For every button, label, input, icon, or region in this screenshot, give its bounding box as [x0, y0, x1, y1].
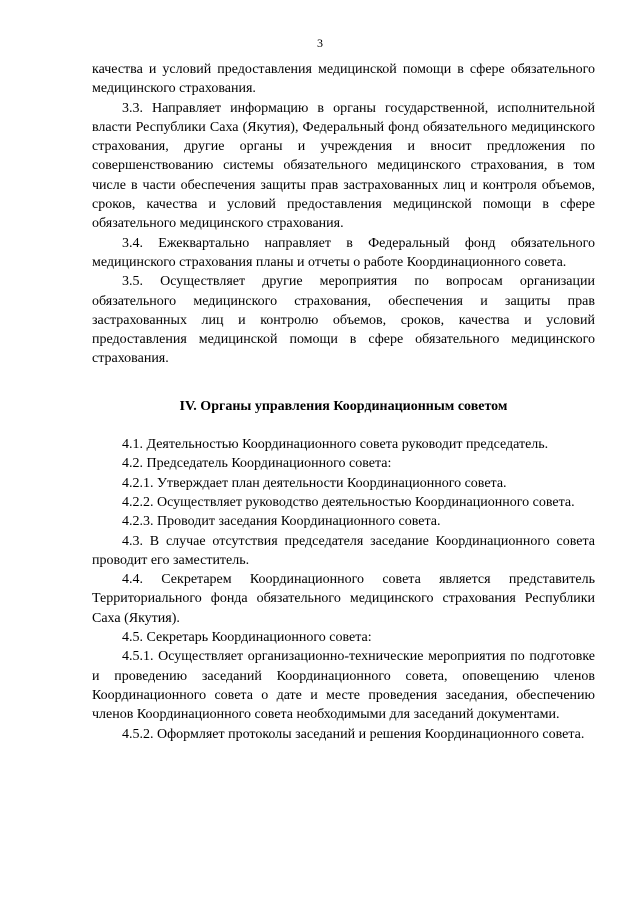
paragraph-4-4: 4.4. Секретарем Координационного совета является представитель Территориального фонда обязательного медицинского страхования Республики Саха (Якутия). — [92, 572, 595, 626]
paragraph-4-2-1: 4.2.1. Утверждает план деятельности Координационного совета. — [122, 475, 507, 491]
document-body — [92, 60, 595, 744]
paragraph-3-3: 3.3. Направляет информацию в органы государственной, исполнительной власти Республики Саха (Якутия), Федеральный фонд обязательного медицинского страхования, другие органы и учреждения и вносит предложения по совершенствованию системы обязательного медицинского страхования, в том числе в части обеспечения защиты прав застрахованных лиц и контроля объемов, сроков, качества и условий предоставления медицинской помощи в сфере обязательного медицинского страхования. — [92, 100, 595, 232]
paragraph-3-4: 3.4. Ежеквартально направляет в Федеральный фонд обязательного медицинского страхования планы и отчеты о работе Координационного совета. — [92, 235, 595, 270]
section-heading-4: IV. Органы управления Координационным советом — [179, 398, 508, 414]
paragraph-4-3: 4.3. В случае отсутствия председателя заседание Координационного совета проводит его заместитель. — [92, 533, 595, 568]
paragraph-3-2-continuation: качества и условий предоставления медицинской помощи в сфере обязательного медицинского страхования. — [92, 62, 595, 97]
page-number: 3 — [317, 36, 323, 50]
paragraph-4-2-3: 4.2.3. Проводит заседания Координационного совета. — [122, 514, 441, 530]
paragraph-3-5: 3.5. Осуществляет другие мероприятия по вопросам организации обязательного медицинского страхования, обеспечения и защиты прав застрахованных лиц и контролю объемов, сроков, качества и условий предоставления медицинской помощи в сфере обязательного медицинского страхования. — [92, 274, 595, 367]
paragraph-4-1: 4.1. Деятельностью Координационного совета руководит председатель. — [122, 437, 549, 453]
paragraph-4-5-2: 4.5.2. Оформляет протоколы заседаний и решения Координационного совета. — [122, 726, 585, 742]
paragraph-4-2: 4.2. Председатель Координационного совета: — [122, 456, 392, 472]
paragraph-4-5: 4.5. Секретарь Координационного совета: — [122, 630, 372, 646]
paragraph-4-5-1: 4.5.1. Осуществляет организационно-технические мероприятия по подготовке и проведению заседаний Координационного совета, оповещению членов Координационного совета о дате и месте проведения заседания, обеспечению членов Координационного совета необходимыми для заседаний документами. — [92, 649, 595, 723]
paragraph-4-2-2: 4.2.2. Осуществляет руководство деятельностью Координационного совета. — [122, 494, 575, 510]
